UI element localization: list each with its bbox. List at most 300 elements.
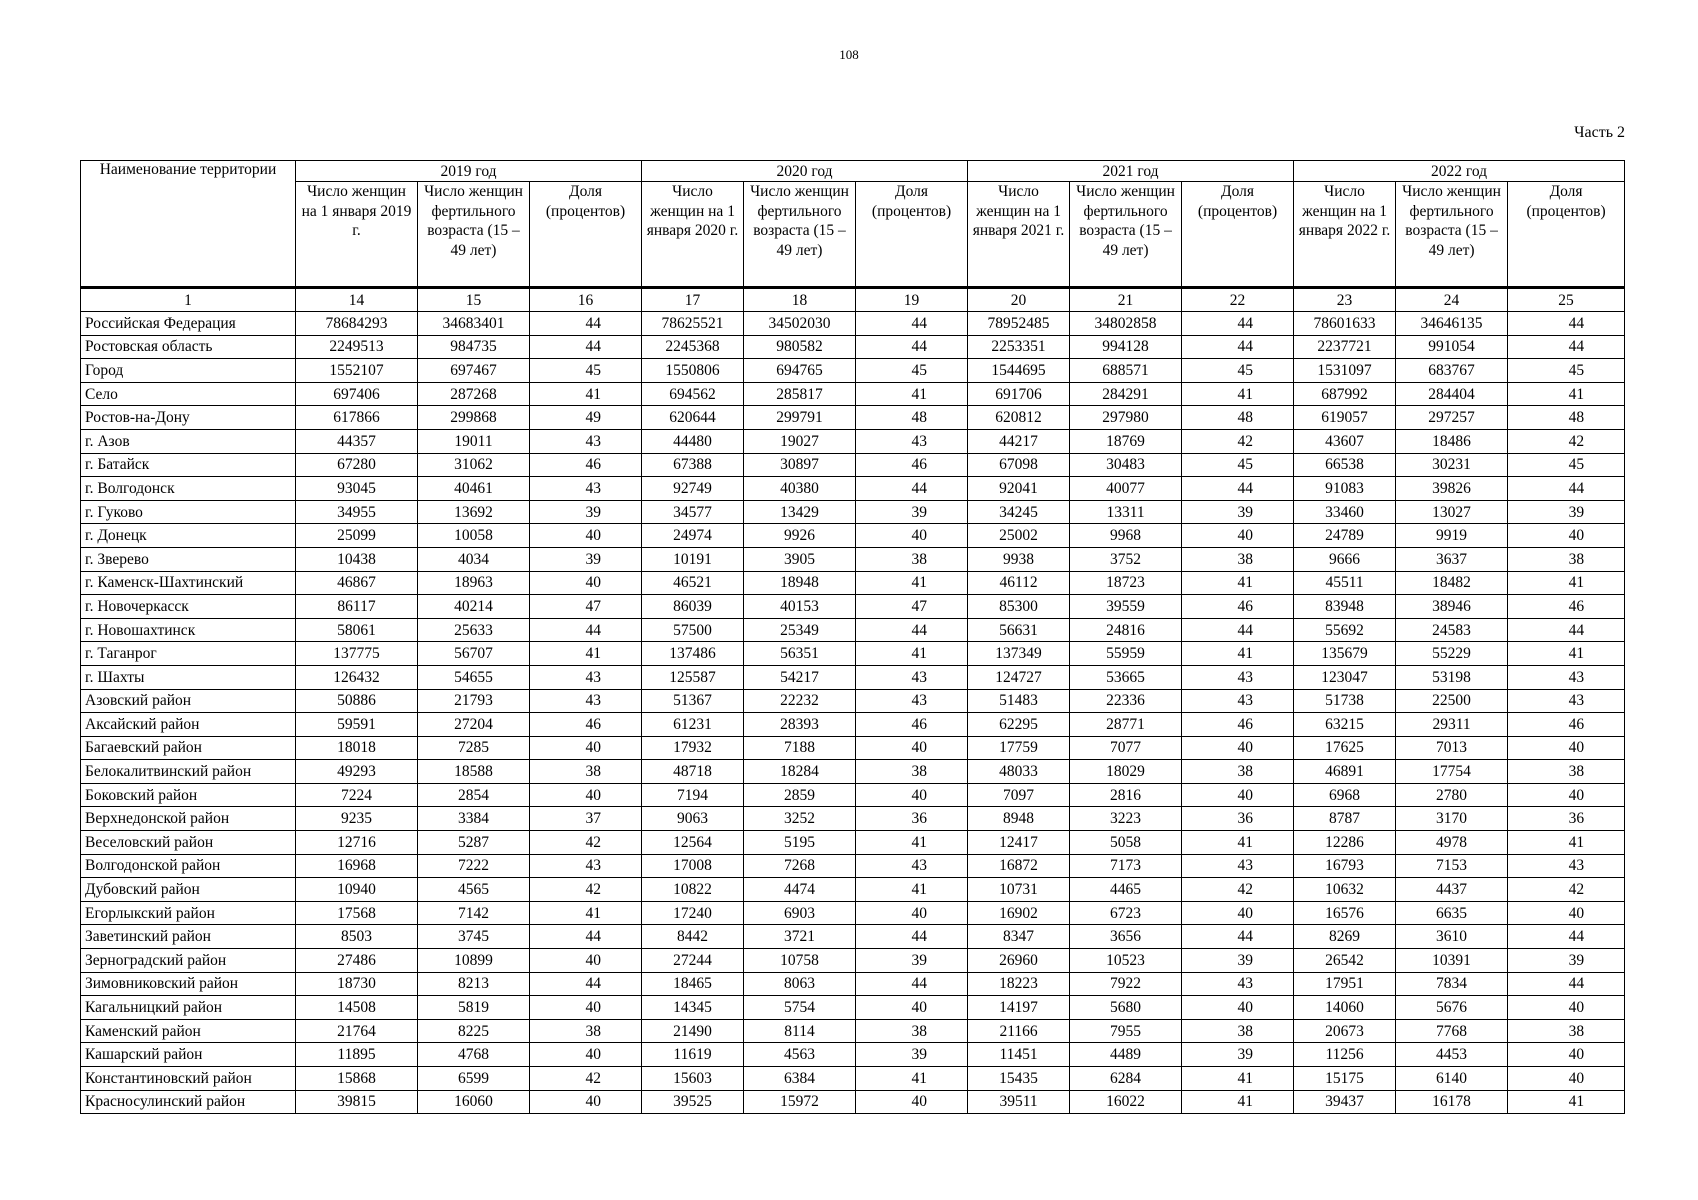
table-row: [81, 878, 1625, 902]
share-percent-cell: 40: [1508, 1067, 1625, 1091]
value-cell: 2245368: [642, 335, 744, 359]
share-percent-cell: 43: [1182, 665, 1294, 689]
share-percent-cell: 40: [1508, 901, 1625, 925]
value-cell: 18482: [1396, 571, 1508, 595]
share-percent-cell: 44: [856, 477, 968, 501]
share-percent-cell: 46: [856, 453, 968, 477]
column-number: 25: [1508, 288, 1625, 312]
value-cell: 299791: [744, 406, 856, 430]
territory-name-cell: Красносулинский район: [81, 1090, 296, 1114]
table-row: [81, 1067, 1625, 1091]
share-percent-cell: 43: [856, 689, 968, 713]
value-cell: 16968: [296, 854, 418, 878]
value-cell: 17754: [1396, 760, 1508, 784]
value-cell: 7224: [296, 783, 418, 807]
value-cell: 8063: [744, 972, 856, 996]
share-percent-cell: 44: [530, 618, 642, 642]
value-cell: 10523: [1070, 949, 1182, 973]
table-row: [81, 453, 1625, 477]
value-cell: 55229: [1396, 642, 1508, 666]
value-cell: 46891: [1294, 760, 1396, 784]
value-cell: 78601633: [1294, 312, 1396, 336]
value-cell: 16060: [418, 1090, 530, 1114]
value-cell: 9919: [1396, 524, 1508, 548]
column-number-row: [81, 288, 1625, 312]
value-cell: 54217: [744, 665, 856, 689]
value-cell: 7188: [744, 736, 856, 760]
territory-name-cell: Зимовниковский район: [81, 972, 296, 996]
value-cell: 40461: [418, 477, 530, 501]
value-cell: 7194: [642, 783, 744, 807]
value-cell: 26960: [968, 949, 1070, 973]
share-percent-cell: 45: [530, 359, 642, 383]
share-percent-cell: 41: [856, 571, 968, 595]
year-header: 2021 год: [968, 161, 1294, 182]
value-cell: 50886: [296, 689, 418, 713]
value-cell: 28771: [1070, 713, 1182, 737]
territory-name-cell: Константиновский район: [81, 1067, 296, 1091]
share-percent-cell: 45: [1508, 359, 1625, 383]
fertile-women-header: Число женщин фертильного возраста (15 – 49 лет): [1396, 182, 1508, 288]
column-number: 20: [968, 288, 1070, 312]
value-cell: 19027: [744, 429, 856, 453]
table-row: [81, 429, 1625, 453]
value-cell: 78952485: [968, 312, 1070, 336]
value-cell: 46867: [296, 571, 418, 595]
value-cell: 45511: [1294, 571, 1396, 595]
table-row: [81, 972, 1625, 996]
value-cell: 8503: [296, 925, 418, 949]
table-row: [81, 901, 1625, 925]
value-cell: 53665: [1070, 665, 1182, 689]
share-percent-cell: 39: [856, 1043, 968, 1067]
value-cell: 78684293: [296, 312, 418, 336]
value-cell: 1531097: [1294, 359, 1396, 383]
value-cell: 3170: [1396, 807, 1508, 831]
share-percent-cell: 48: [1508, 406, 1625, 430]
value-cell: 617866: [296, 406, 418, 430]
value-cell: 299868: [418, 406, 530, 430]
value-cell: 15435: [968, 1067, 1070, 1091]
share-percent-cell: 44: [1508, 335, 1625, 359]
table-row: [81, 949, 1625, 973]
value-cell: 4563: [744, 1043, 856, 1067]
share-percent-cell: 49: [530, 406, 642, 430]
value-cell: 18029: [1070, 760, 1182, 784]
value-cell: 26542: [1294, 949, 1396, 973]
value-cell: 27486: [296, 949, 418, 973]
value-cell: 5195: [744, 831, 856, 855]
share-percent-cell: 46: [530, 713, 642, 737]
value-cell: 11619: [642, 1043, 744, 1067]
value-cell: 7142: [418, 901, 530, 925]
share-percent-cell: 40: [856, 1090, 968, 1114]
share-percent-cell: 42: [530, 831, 642, 855]
column-number: 14: [296, 288, 418, 312]
value-cell: 19011: [418, 429, 530, 453]
value-cell: 137486: [642, 642, 744, 666]
share-percent-cell: 38: [530, 1019, 642, 1043]
share-percent-cell: 43: [1508, 854, 1625, 878]
value-cell: 21793: [418, 689, 530, 713]
share-percent-cell: 43: [856, 854, 968, 878]
share-percent-cell: 41: [856, 831, 968, 855]
value-cell: 83948: [1294, 595, 1396, 619]
value-cell: 86039: [642, 595, 744, 619]
share-percent-cell: 44: [530, 312, 642, 336]
share-percent-cell: 45: [1508, 453, 1625, 477]
value-cell: 3752: [1070, 547, 1182, 571]
share-percent-cell: 42: [1508, 429, 1625, 453]
share-percent-cell: 40: [530, 524, 642, 548]
share-percent-cell: 39: [1182, 949, 1294, 973]
share-percent-cell: 48: [856, 406, 968, 430]
value-cell: 18769: [1070, 429, 1182, 453]
value-cell: 125587: [642, 665, 744, 689]
value-cell: 16902: [968, 901, 1070, 925]
value-cell: 16793: [1294, 854, 1396, 878]
value-cell: 687992: [1294, 382, 1396, 406]
share-percent-cell: 39: [856, 500, 968, 524]
value-cell: 126432: [296, 665, 418, 689]
share-percent-cell: 44: [856, 618, 968, 642]
share-percent-cell: 41: [1182, 1090, 1294, 1114]
value-cell: 17951: [1294, 972, 1396, 996]
share-percent-cell: 41: [856, 642, 968, 666]
value-cell: 1550806: [642, 359, 744, 383]
value-cell: 620644: [642, 406, 744, 430]
table-row: [81, 854, 1625, 878]
value-cell: 15175: [1294, 1067, 1396, 1091]
value-cell: 55692: [1294, 618, 1396, 642]
value-cell: 10899: [418, 949, 530, 973]
value-cell: 39826: [1396, 477, 1508, 501]
value-cell: 25099: [296, 524, 418, 548]
share-percent-cell: 43: [1182, 689, 1294, 713]
value-cell: 40153: [744, 595, 856, 619]
value-cell: 22500: [1396, 689, 1508, 713]
share-percent-cell: 41: [856, 878, 968, 902]
column-number: 15: [418, 288, 530, 312]
value-cell: 284291: [1070, 382, 1182, 406]
value-cell: 15603: [642, 1067, 744, 1091]
share-percent-cell: 47: [856, 595, 968, 619]
women-count-header: Число женщин на 1 января 2022 г.: [1294, 182, 1396, 288]
value-cell: 12716: [296, 831, 418, 855]
value-cell: 8347: [968, 925, 1070, 949]
table-row: [81, 689, 1625, 713]
territory-name-cell: г. Новочеркасск: [81, 595, 296, 619]
value-cell: 2816: [1070, 783, 1182, 807]
share-percent-cell: 41: [1508, 382, 1625, 406]
value-cell: 29311: [1396, 713, 1508, 737]
value-cell: 9926: [744, 524, 856, 548]
territory-name-cell: г. Таганрог: [81, 642, 296, 666]
value-cell: 21490: [642, 1019, 744, 1043]
territory-name-cell: г. Донецк: [81, 524, 296, 548]
share-percent-cell: 41: [1508, 1090, 1625, 1114]
share-percent-cell: 41: [1182, 831, 1294, 855]
territory-name-cell: Аксайский район: [81, 713, 296, 737]
share-percent-cell: 40: [1508, 1043, 1625, 1067]
share-percent-cell: 42: [530, 1067, 642, 1091]
value-cell: 25002: [968, 524, 1070, 548]
value-cell: 5819: [418, 996, 530, 1020]
share-percent-cell: 38: [1182, 547, 1294, 571]
year-header: 2020 год: [642, 161, 968, 182]
share-percent-cell: 40: [1508, 524, 1625, 548]
value-cell: 2854: [418, 783, 530, 807]
table-row: [81, 500, 1625, 524]
value-cell: 6284: [1070, 1067, 1182, 1091]
share-percent-cell: 44: [856, 972, 968, 996]
territory-header: Наименование территории: [81, 161, 296, 288]
value-cell: 34646135: [1396, 312, 1508, 336]
value-cell: 16576: [1294, 901, 1396, 925]
table-row: [81, 477, 1625, 501]
table-row: [81, 760, 1625, 784]
share-percent-cell: 41: [530, 382, 642, 406]
value-cell: 92041: [968, 477, 1070, 501]
share-percent-cell: 36: [1508, 807, 1625, 831]
table-row: [81, 406, 1625, 430]
value-cell: 30897: [744, 453, 856, 477]
share-percent-cell: 44: [1182, 335, 1294, 359]
fertile-women-header: Число женщин фертильного возраста (15 – 49 лет): [1070, 182, 1182, 288]
share-percent-cell: 38: [530, 760, 642, 784]
value-cell: 3745: [418, 925, 530, 949]
value-cell: 9938: [968, 547, 1070, 571]
value-cell: 16178: [1396, 1090, 1508, 1114]
value-cell: 3656: [1070, 925, 1182, 949]
share-percent-cell: 43: [530, 854, 642, 878]
value-cell: 3721: [744, 925, 856, 949]
value-cell: 56351: [744, 642, 856, 666]
value-cell: 1552107: [296, 359, 418, 383]
value-cell: 2253351: [968, 335, 1070, 359]
table-row: [81, 1090, 1625, 1114]
value-cell: 619057: [1294, 406, 1396, 430]
value-cell: 297980: [1070, 406, 1182, 430]
value-cell: 30483: [1070, 453, 1182, 477]
share-percent-cell: 39: [530, 547, 642, 571]
value-cell: 46521: [642, 571, 744, 595]
value-cell: 7097: [968, 783, 1070, 807]
table-row: [81, 807, 1625, 831]
share-percent-cell: 43: [530, 429, 642, 453]
share-percent-cell: 47: [530, 595, 642, 619]
value-cell: 285817: [744, 382, 856, 406]
fertile-women-header: Число женщин фертильного возраста (15 – 49 лет): [418, 182, 530, 288]
table-body: [81, 312, 1625, 1114]
value-cell: 44357: [296, 429, 418, 453]
value-cell: 7285: [418, 736, 530, 760]
share-percent-cell: 36: [1182, 807, 1294, 831]
value-cell: 85300: [968, 595, 1070, 619]
value-cell: 39559: [1070, 595, 1182, 619]
share-percent-cell: 40: [530, 571, 642, 595]
share-percent-cell: 40: [1182, 736, 1294, 760]
value-cell: 24816: [1070, 618, 1182, 642]
share-percent-cell: 39: [1182, 500, 1294, 524]
value-cell: 18588: [418, 760, 530, 784]
share-percent-cell: 44: [1508, 477, 1625, 501]
share-percent-cell: 44: [530, 335, 642, 359]
territory-name-cell: Багаевский район: [81, 736, 296, 760]
share-percent-cell: 44: [1182, 477, 1294, 501]
value-cell: 124727: [968, 665, 1070, 689]
share-percent-cell: 41: [1182, 1067, 1294, 1091]
share-percent-cell: 45: [1182, 359, 1294, 383]
value-cell: 17240: [642, 901, 744, 925]
territory-name-cell: Заветинский район: [81, 925, 296, 949]
value-cell: 21166: [968, 1019, 1070, 1043]
value-cell: 7013: [1396, 736, 1508, 760]
share-percent-cell: 40: [1182, 524, 1294, 548]
share-percent-cell: 45: [1182, 453, 1294, 477]
territory-name-cell: Ростов-на-Дону: [81, 406, 296, 430]
share-percent-cell: 39: [1182, 1043, 1294, 1067]
value-cell: 12417: [968, 831, 1070, 855]
value-cell: 4565: [418, 878, 530, 902]
territory-name-cell: Каменский район: [81, 1019, 296, 1043]
value-cell: 137775: [296, 642, 418, 666]
value-cell: 67388: [642, 453, 744, 477]
value-cell: 4453: [1396, 1043, 1508, 1067]
share-percent-cell: 38: [856, 547, 968, 571]
value-cell: 56707: [418, 642, 530, 666]
share-percent-header: Доля (процентов): [1508, 182, 1625, 288]
share-percent-cell: 40: [856, 783, 968, 807]
value-cell: 697467: [418, 359, 530, 383]
share-percent-cell: 43: [1182, 854, 1294, 878]
value-cell: 6968: [1294, 783, 1396, 807]
share-percent-cell: 38: [1182, 1019, 1294, 1043]
value-cell: 30231: [1396, 453, 1508, 477]
table-row: [81, 618, 1625, 642]
value-cell: 21764: [296, 1019, 418, 1043]
share-percent-cell: 41: [1508, 571, 1625, 595]
share-percent-cell: 44: [1182, 312, 1294, 336]
table-row: [81, 571, 1625, 595]
value-cell: 31062: [418, 453, 530, 477]
value-cell: 8114: [744, 1019, 856, 1043]
share-percent-cell: 44: [1508, 618, 1625, 642]
share-percent-cell: 41: [856, 382, 968, 406]
value-cell: 48033: [968, 760, 1070, 784]
value-cell: 7955: [1070, 1019, 1182, 1043]
value-cell: 1544695: [968, 359, 1070, 383]
value-cell: 6384: [744, 1067, 856, 1091]
value-cell: 2780: [1396, 783, 1508, 807]
value-cell: 18730: [296, 972, 418, 996]
value-cell: 48718: [642, 760, 744, 784]
share-percent-header: Доля (процентов): [856, 182, 968, 288]
share-percent-header: Доля (процентов): [1182, 182, 1294, 288]
share-percent-cell: 39: [1508, 949, 1625, 973]
value-cell: 3252: [744, 807, 856, 831]
value-cell: 58061: [296, 618, 418, 642]
value-cell: 10940: [296, 878, 418, 902]
value-cell: 34955: [296, 500, 418, 524]
share-percent-cell: 38: [1508, 1019, 1625, 1043]
territory-name-cell: г. Шахты: [81, 665, 296, 689]
value-cell: 46112: [968, 571, 1070, 595]
share-percent-cell: 40: [530, 1043, 642, 1067]
share-percent-cell: 46: [856, 713, 968, 737]
value-cell: 135679: [1294, 642, 1396, 666]
share-percent-cell: 40: [530, 1090, 642, 1114]
value-cell: 7222: [418, 854, 530, 878]
value-cell: 13027: [1396, 500, 1508, 524]
share-percent-cell: 40: [1508, 996, 1625, 1020]
table-row: [81, 1043, 1625, 1067]
part-label: Часть 2: [1574, 124, 1625, 141]
value-cell: 18465: [642, 972, 744, 996]
share-percent-cell: 40: [1508, 783, 1625, 807]
territory-name-cell: г. Каменск-Шахтинский: [81, 571, 296, 595]
value-cell: 27244: [642, 949, 744, 973]
column-number: 19: [856, 288, 968, 312]
value-cell: 7768: [1396, 1019, 1508, 1043]
value-cell: 10191: [642, 547, 744, 571]
share-percent-cell: 40: [530, 783, 642, 807]
share-percent-cell: 44: [530, 925, 642, 949]
territory-name-cell: г. Гуково: [81, 500, 296, 524]
value-cell: 2237721: [1294, 335, 1396, 359]
value-cell: 62295: [968, 713, 1070, 737]
share-percent-cell: 40: [530, 996, 642, 1020]
value-cell: 11256: [1294, 1043, 1396, 1067]
share-percent-cell: 41: [530, 901, 642, 925]
year-header: 2022 год: [1294, 161, 1625, 182]
value-cell: 6903: [744, 901, 856, 925]
value-cell: 17568: [296, 901, 418, 925]
share-percent-cell: 37: [530, 807, 642, 831]
value-cell: 18223: [968, 972, 1070, 996]
territory-name-cell: Белокалитвинский район: [81, 760, 296, 784]
share-percent-cell: 42: [1182, 429, 1294, 453]
territory-name-cell: Кашарский район: [81, 1043, 296, 1067]
table-row: [81, 524, 1625, 548]
share-percent-cell: 40: [856, 524, 968, 548]
territory-name-cell: Зерноградский район: [81, 949, 296, 973]
share-percent-cell: 43: [1508, 689, 1625, 713]
value-cell: 34683401: [418, 312, 530, 336]
value-cell: 25633: [418, 618, 530, 642]
women-count-header: Число женщин на 1 января 2021 г.: [968, 182, 1070, 288]
value-cell: 56631: [968, 618, 1070, 642]
value-cell: 6140: [1396, 1067, 1508, 1091]
value-cell: 10058: [418, 524, 530, 548]
value-cell: 994128: [1070, 335, 1182, 359]
value-cell: 13311: [1070, 500, 1182, 524]
value-cell: 14508: [296, 996, 418, 1020]
share-percent-cell: 44: [530, 972, 642, 996]
territory-name-cell: Волгодонской район: [81, 854, 296, 878]
territory-name-cell: Город: [81, 359, 296, 383]
value-cell: 980582: [744, 335, 856, 359]
value-cell: 13429: [744, 500, 856, 524]
value-cell: 44480: [642, 429, 744, 453]
value-cell: 3223: [1070, 807, 1182, 831]
value-cell: 57500: [642, 618, 744, 642]
value-cell: 16022: [1070, 1090, 1182, 1114]
share-percent-cell: 43: [1182, 972, 1294, 996]
value-cell: 14197: [968, 996, 1070, 1020]
value-cell: 287268: [418, 382, 530, 406]
value-cell: 59591: [296, 713, 418, 737]
